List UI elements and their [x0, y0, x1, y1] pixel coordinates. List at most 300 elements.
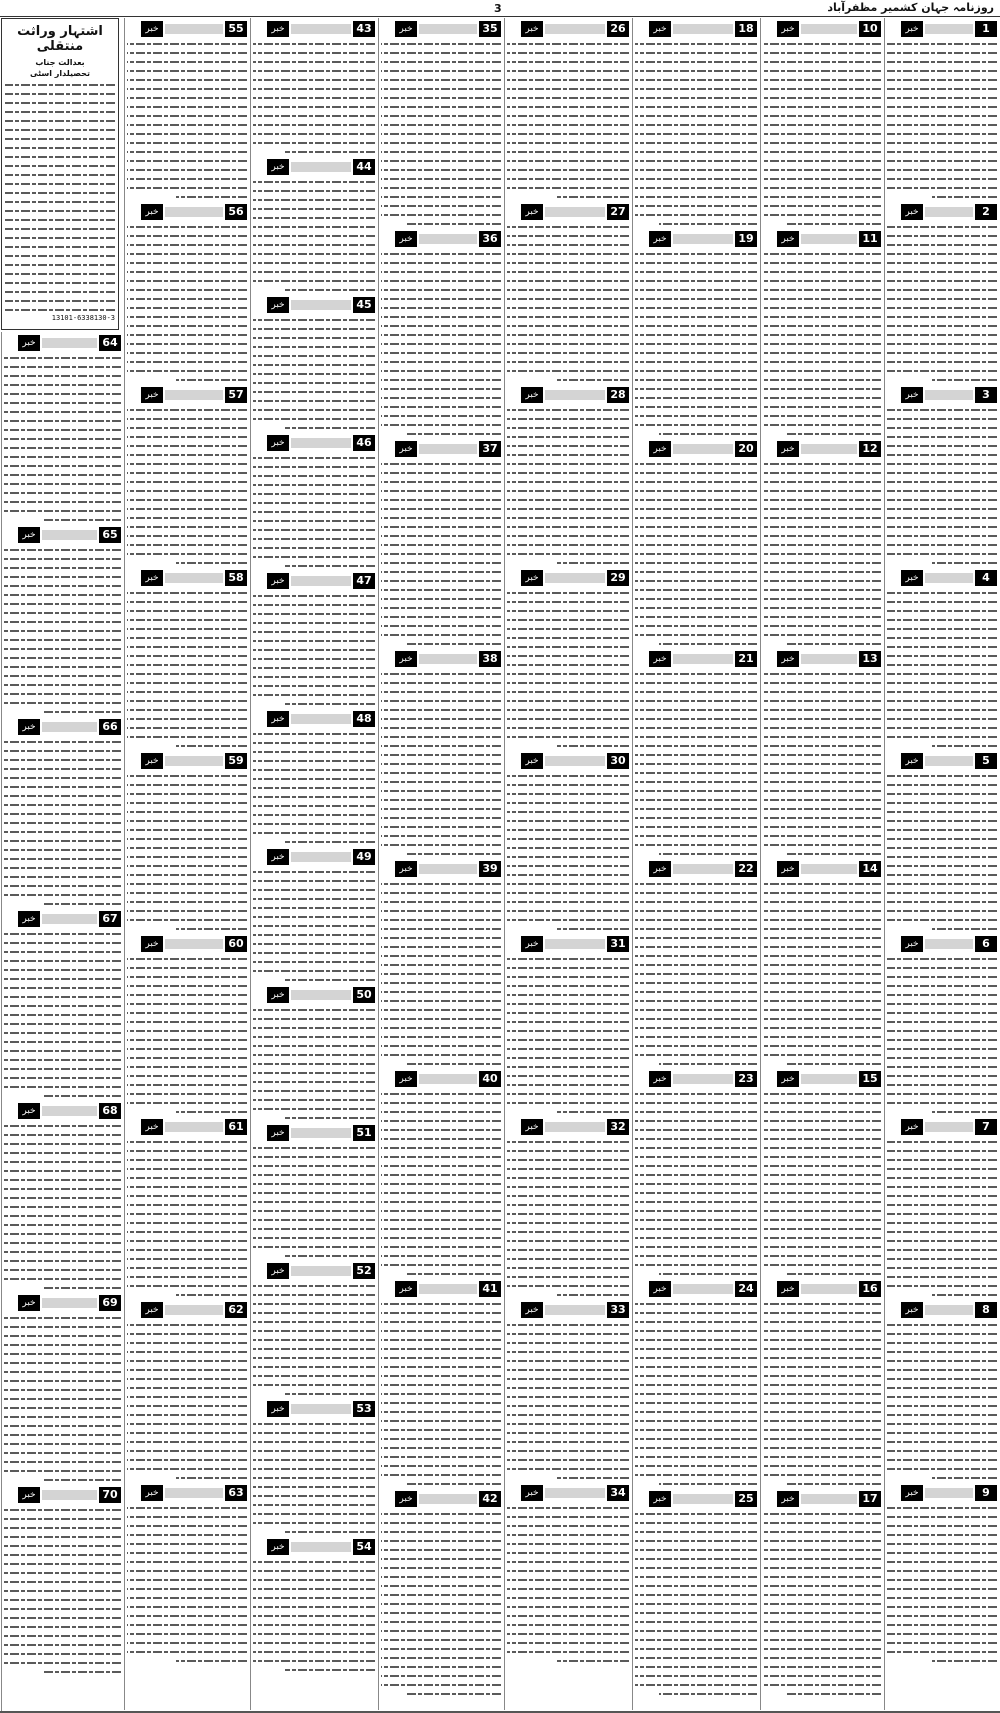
text-line: [253, 783, 375, 792]
text-line: [253, 120, 375, 129]
text-line: [507, 240, 629, 249]
text-line: [127, 906, 247, 915]
text-line: [253, 1455, 375, 1464]
news-label: خبر: [777, 651, 799, 667]
news-item-number: 23: [735, 1071, 757, 1087]
text-line: [507, 1419, 629, 1428]
news-label: خبر: [649, 231, 671, 247]
text-line: [635, 630, 757, 639]
text-line: [4, 1466, 121, 1475]
text-line: [763, 1308, 881, 1317]
text-line: [4, 479, 121, 488]
text-line: [381, 1545, 501, 1554]
news-item: [253, 297, 375, 432]
text-line: [253, 1371, 375, 1380]
text-line: [635, 1224, 757, 1233]
news-label: خبر: [141, 1119, 163, 1135]
text-line: [763, 786, 881, 795]
text-line: [381, 531, 501, 540]
news-item-body-lines: [381, 39, 501, 228]
text-line: [887, 405, 997, 414]
news-item-number: 66: [99, 719, 121, 735]
text-line: [763, 804, 881, 813]
news-label: خبر: [141, 387, 163, 403]
text-line: [253, 324, 375, 333]
text-line: [507, 1410, 629, 1419]
text-line: [887, 1629, 997, 1638]
text-line: [381, 312, 501, 321]
headline-bar: [165, 24, 223, 34]
text-line: [932, 1473, 997, 1482]
text-line: [887, 771, 997, 780]
text-line: [635, 1089, 757, 1098]
text-line: [127, 879, 247, 888]
news-item: [507, 936, 629, 1116]
headline-bar: [545, 207, 605, 217]
news-item-body-lines: [635, 459, 757, 648]
news-item-header: [887, 936, 997, 952]
news-item-number: 43: [353, 21, 375, 37]
text-line: [253, 129, 375, 138]
text-line: [4, 545, 121, 554]
news-item: [127, 1119, 247, 1299]
text-line: [635, 795, 757, 804]
text-line: [763, 366, 881, 375]
text-line: [887, 1521, 997, 1530]
text-line: [253, 333, 375, 342]
text-line: [887, 57, 997, 66]
text-line: [887, 522, 997, 531]
text-line: [44, 1667, 121, 1676]
text-line: [44, 899, 121, 908]
text-line: [507, 1008, 629, 1017]
text-line: [507, 1512, 629, 1521]
text-line: [4, 1340, 121, 1349]
text-line: [635, 1590, 757, 1599]
text-line: [381, 1536, 501, 1545]
text-line: [381, 669, 501, 678]
text-line: [4, 488, 121, 497]
text-line: [253, 645, 375, 654]
text-line: [253, 1317, 375, 1326]
news-item-body-lines: [4, 545, 121, 716]
text-line: [635, 1344, 757, 1353]
text-line: [763, 39, 881, 48]
text-line: [381, 768, 501, 777]
news-item-body-lines: [635, 879, 757, 1068]
news-item-number: 53: [353, 1401, 375, 1417]
text-line: [285, 1527, 375, 1536]
text-line: [253, 765, 375, 774]
text-line: [635, 732, 757, 741]
text-line: [127, 1227, 247, 1236]
text-line: [507, 1173, 629, 1182]
text-line: [176, 192, 247, 201]
text-line: [763, 1152, 881, 1161]
text-line: [635, 183, 757, 192]
text-line: [887, 1584, 997, 1593]
text-line: [127, 1272, 247, 1281]
text-line: [381, 1107, 501, 1116]
news-item-header: [127, 1302, 247, 1318]
news-item: [763, 861, 881, 1068]
text-line: [4, 1247, 121, 1256]
text-line: [887, 1455, 997, 1464]
text-line: [4, 1568, 121, 1577]
news-item-number: 15: [859, 1071, 881, 1087]
text-line: [507, 870, 629, 879]
news-item: [127, 387, 247, 567]
news-item-body-lines: [127, 1320, 247, 1482]
text-line: [763, 669, 881, 678]
text-line: [381, 1371, 501, 1380]
text-line: [763, 1116, 881, 1125]
text-line: [507, 1629, 629, 1638]
news-item-body-lines: [253, 1419, 375, 1536]
text-line: [127, 1629, 247, 1638]
text-line: [127, 780, 247, 789]
text-line: [763, 1581, 881, 1590]
text-line: [381, 696, 501, 705]
headline-bar: [291, 1542, 351, 1552]
text-line: [763, 258, 881, 267]
text-line: [127, 312, 247, 321]
text-line: [635, 210, 757, 219]
text-line: [635, 1014, 757, 1023]
text-line: [763, 603, 881, 612]
news-item-body-lines: [887, 39, 997, 201]
ad-tehsil-line: تحصیلدار اسٹی: [30, 69, 90, 78]
text-line: [763, 1317, 881, 1326]
news-item-header: [507, 1302, 629, 1318]
text-line: [887, 330, 997, 339]
text-line: [763, 1188, 881, 1197]
text-line: [253, 231, 375, 240]
text-line: [381, 1161, 501, 1170]
text-line: [787, 1059, 881, 1068]
news-label: خبر: [141, 753, 163, 769]
text-line: [635, 768, 757, 777]
text-line: [381, 402, 501, 411]
text-line: [5, 233, 115, 242]
text-line: [763, 768, 881, 777]
headline-bar: [291, 1266, 351, 1276]
text-line: [127, 1464, 247, 1473]
text-line: [887, 1080, 997, 1089]
text-line: [887, 1539, 997, 1548]
text-line: [763, 813, 881, 822]
text-line: [253, 801, 375, 810]
text-line: [507, 66, 629, 75]
news-item-body-lines: [763, 879, 881, 1068]
text-line: [381, 1299, 501, 1308]
news-item-number: 32: [607, 1119, 629, 1135]
text-line: [127, 93, 247, 102]
news-item: [507, 753, 629, 933]
text-line: [635, 201, 757, 210]
text-line: [887, 1428, 997, 1437]
text-line: [763, 495, 881, 504]
text-line: [253, 1419, 375, 1428]
headline-bar: [291, 162, 351, 172]
news-item-number: 37: [479, 441, 501, 457]
text-line: [127, 861, 247, 870]
news-item: [4, 911, 121, 1100]
text-line: [4, 1274, 121, 1283]
text-line: [253, 1518, 375, 1527]
text-line: [285, 1251, 375, 1260]
text-line: [4, 1640, 121, 1649]
text-line: [381, 285, 501, 294]
text-line: [253, 267, 375, 276]
text-line: [285, 423, 375, 432]
text-line: [381, 1242, 501, 1251]
text-line: [381, 840, 501, 849]
text-line: [253, 1179, 375, 1188]
news-item-number: 8: [975, 1302, 997, 1318]
text-line: [381, 138, 501, 147]
text-line: [381, 540, 501, 549]
text-line: [381, 1116, 501, 1125]
text-line: [635, 1554, 757, 1563]
news-item-number: 41: [479, 1281, 501, 1297]
text-line: [635, 822, 757, 831]
text-line: [4, 434, 121, 443]
text-line: [887, 780, 997, 789]
text-line: [253, 102, 375, 111]
text-line: [4, 1238, 121, 1247]
text-line: [635, 138, 757, 147]
text-line: [763, 906, 881, 915]
text-line: [4, 398, 121, 407]
headline-bar: [545, 1488, 605, 1498]
news-label: خبر: [777, 21, 799, 37]
text-line: [253, 1473, 375, 1482]
news-item-number: 22: [735, 861, 757, 877]
text-line: [44, 1283, 121, 1292]
text-line: [253, 195, 375, 204]
news-label: خبر: [649, 21, 671, 37]
text-line: [763, 276, 881, 285]
text-line: [127, 606, 247, 615]
text-line: [253, 627, 375, 636]
text-line: [253, 810, 375, 819]
text-line: [507, 615, 629, 624]
headline-bar: [545, 1305, 605, 1315]
text-line: [507, 303, 629, 312]
text-line: [127, 990, 247, 999]
text-line: [635, 1452, 757, 1461]
news-item-body-lines: [127, 222, 247, 384]
text-line: [4, 626, 121, 635]
text-line: [4, 938, 121, 947]
text-line: [887, 102, 997, 111]
text-line: [635, 804, 757, 813]
text-line: [763, 1434, 881, 1443]
text-line: [381, 57, 501, 66]
text-line: [763, 348, 881, 357]
text-line: [4, 1649, 121, 1658]
text-line: [127, 156, 247, 165]
news-item-number: 51: [353, 1125, 375, 1141]
text-line: [763, 375, 881, 384]
text-line: [887, 1503, 997, 1512]
text-line: [127, 339, 247, 348]
text-line: [787, 429, 881, 438]
text-line: [381, 1098, 501, 1107]
news-item-body-lines: [127, 771, 247, 933]
text-line: [635, 576, 757, 585]
text-line: [763, 567, 881, 576]
text-line: [887, 1410, 997, 1419]
text-line: [507, 651, 629, 660]
text-line: [887, 1218, 997, 1227]
text-line: [253, 903, 375, 912]
text-line: [887, 1008, 997, 1017]
text-line: [507, 495, 629, 504]
text-line: [127, 1182, 247, 1191]
headline-bar: [801, 234, 857, 244]
text-line: [763, 978, 881, 987]
text-line: [507, 780, 629, 789]
text-line: [763, 1635, 881, 1644]
news-item: [4, 1295, 121, 1484]
text-line: [763, 249, 881, 258]
text-line: [763, 1590, 881, 1599]
text-line: [887, 1365, 997, 1374]
text-line: [763, 1125, 881, 1134]
text-line: [381, 348, 501, 357]
news-item-header: [4, 719, 121, 735]
text-line: [635, 879, 757, 888]
text-line: [4, 1376, 121, 1385]
news-item-number: 12: [859, 441, 881, 457]
text-line: [763, 1509, 881, 1518]
news-column-col6: [250, 18, 377, 1710]
text-line: [253, 819, 375, 828]
text-line: [5, 152, 115, 161]
text-line: [635, 786, 757, 795]
text-line: [763, 1461, 881, 1470]
text-line: [887, 39, 997, 48]
text-line: [4, 1559, 121, 1568]
text-line: [127, 1548, 247, 1557]
text-line: [4, 461, 121, 470]
text-line: [127, 1437, 247, 1446]
text-line: [5, 269, 115, 278]
text-line: [381, 621, 501, 630]
text-line: [507, 1446, 629, 1455]
text-line: [253, 489, 375, 498]
text-line: [787, 639, 881, 648]
news-label: خبر: [901, 936, 923, 952]
text-line: [253, 177, 375, 186]
text-line: [887, 1338, 997, 1347]
text-line: [507, 441, 629, 450]
text-line: [127, 789, 247, 798]
text-line: [635, 1644, 757, 1653]
text-line: [635, 1041, 757, 1050]
text-line: [635, 906, 757, 915]
text-line: [635, 1107, 757, 1116]
text-line: [507, 972, 629, 981]
text-line: [887, 321, 997, 330]
text-line: [507, 696, 629, 705]
text-line: [381, 1206, 501, 1215]
news-item: [763, 21, 881, 228]
headline-bar: [291, 1128, 351, 1138]
text-line: [507, 1464, 629, 1473]
text-line: [507, 156, 629, 165]
news-item-number: 50: [353, 987, 375, 1003]
text-line: [381, 1662, 501, 1671]
text-line: [507, 1566, 629, 1575]
text-line: [5, 125, 115, 134]
text-line: [763, 1326, 881, 1335]
text-line: [381, 1434, 501, 1443]
text-line: [763, 75, 881, 84]
text-line: [635, 924, 757, 933]
news-item-body-lines: [127, 405, 247, 567]
text-line: [253, 1077, 375, 1086]
text-line: [253, 39, 375, 48]
text-line: [635, 1215, 757, 1224]
text-line: [887, 1164, 997, 1173]
text-line: [635, 687, 757, 696]
text-line: [4, 863, 121, 872]
text-line: [763, 411, 881, 420]
text-line: [887, 423, 997, 432]
text-line: [887, 1236, 997, 1245]
news-item-header: [763, 861, 881, 877]
text-line: [4, 1157, 121, 1166]
text-line: [5, 251, 115, 260]
text-line: [127, 1080, 247, 1089]
news-item-body-lines: [507, 1137, 629, 1299]
text-line: [635, 84, 757, 93]
news-label: خبر: [267, 573, 289, 589]
text-line: [253, 867, 375, 876]
text-line: [127, 1098, 247, 1107]
text-line: [5, 89, 115, 98]
text-line: [253, 1143, 375, 1152]
text-line: [381, 1134, 501, 1143]
text-line: [285, 837, 375, 846]
text-line: [557, 1290, 629, 1299]
text-line: [887, 303, 997, 312]
text-line: [507, 1182, 629, 1191]
text-line: [253, 1059, 375, 1068]
text-line: [635, 321, 757, 330]
news-item: [381, 231, 501, 438]
text-line: [635, 1032, 757, 1041]
text-line: [507, 633, 629, 642]
news-item-body-lines: [887, 954, 997, 1116]
news-item-body-lines: [253, 1005, 375, 1122]
text-line: [127, 1383, 247, 1392]
text-line: [253, 1620, 375, 1629]
text-line: [763, 840, 881, 849]
news-item-number: 68: [99, 1103, 121, 1119]
headline-bar: [925, 207, 973, 217]
headline-bar: [42, 530, 97, 540]
text-line: [127, 1329, 247, 1338]
text-line: [127, 1035, 247, 1044]
news-item: [381, 861, 501, 1068]
text-line: [763, 120, 881, 129]
text-line: [887, 1062, 997, 1071]
text-line: [4, 353, 121, 362]
